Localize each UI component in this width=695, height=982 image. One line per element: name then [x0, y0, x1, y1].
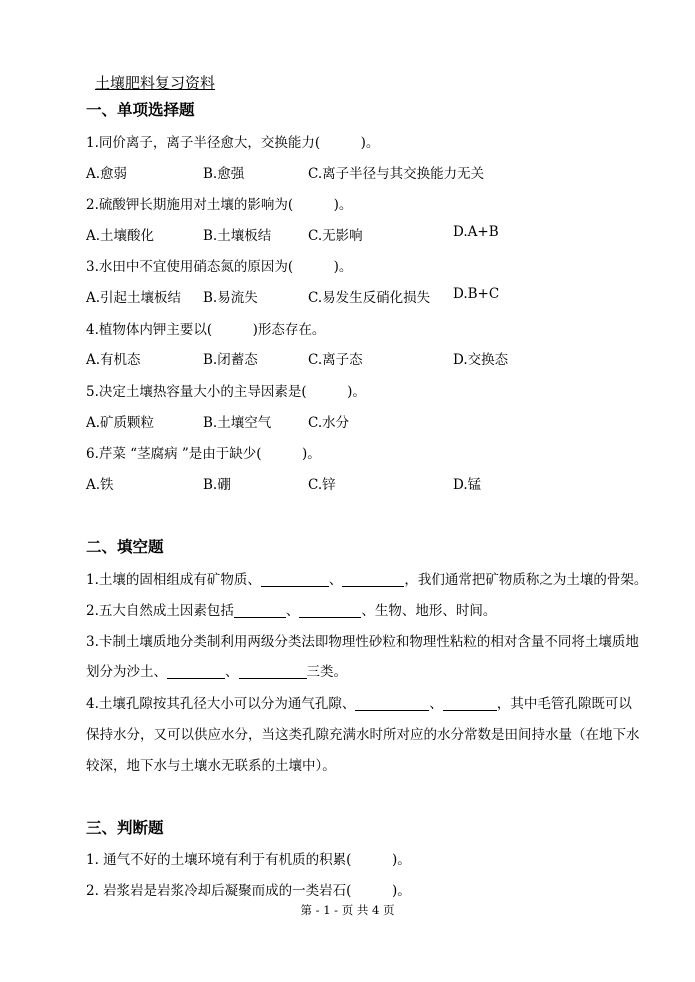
- fill-blank: [234, 603, 286, 618]
- fill-blank: [167, 664, 225, 679]
- question-6-option-d: D.锰: [453, 477, 482, 493]
- judge-question-1: 1. 通气不好的土壤环境有利于有机质的积累( )。: [86, 852, 411, 868]
- fill-question-4-text-b: ，其中毛管孔隙既可以: [496, 696, 632, 712]
- fill-blank: [299, 603, 361, 618]
- fill-question-1-text-a: 1.土壤的固相组成有矿物质、: [86, 572, 261, 588]
- question-4-stem: 4.植物体内钾主要以( )形态存在。: [86, 322, 326, 338]
- question-1-option-a: A.愈弱: [86, 166, 128, 182]
- document-title: 土壤肥料复习资料: [95, 74, 216, 92]
- question-3-stem: 3.水田中不宜使用硝态氮的原因为( )。: [86, 259, 353, 275]
- question-3-option-a: A.引起土壤板结: [86, 290, 182, 306]
- fill-question-1-text-b: ，我们通常把矿物质称之为土壤的骨架。: [404, 572, 648, 588]
- fill-question-2: [86, 599, 496, 619]
- question-3-option-d: D.B+C: [453, 286, 500, 302]
- question-4-option-d: D.交换态: [453, 352, 509, 368]
- fill-question-3-line-1: 3.卡制土壤质地分类制利用两级分类法即物理性砂粒和物理性粘粒的相对含量不同将土壤质地: [86, 634, 639, 650]
- fill-question-1-separator: 、: [328, 572, 343, 588]
- question-5-stem: 5.决定土壤热容量大小的主导因素是( )。: [86, 384, 366, 400]
- section-heading-true-false: 三、判断题: [86, 819, 164, 837]
- fill-blank: [355, 696, 429, 711]
- question-5-option-b: B.土壤空气: [203, 415, 272, 431]
- judge-question-2: 2. 岩浆岩是岩浆冷却后凝聚而成的一类岩石( )。: [86, 883, 411, 899]
- fill-question-3-text-a: 划分为沙土、: [86, 664, 167, 680]
- fill-question-4-line-1: [86, 692, 632, 712]
- question-4-option-c: C.离子态: [308, 352, 363, 368]
- question-5-option-a: A.矿质颗粒: [86, 415, 155, 431]
- fill-question-3-separator: 、: [225, 664, 239, 680]
- question-6-stem: 6.芹菜 “茎腐病 ”是由于缺少( )。: [86, 446, 321, 462]
- question-6-option-a: A.铁: [86, 477, 114, 493]
- fill-question-4-line-3: 较深，地下水与土壤水无联系的土壤中）。: [86, 758, 336, 774]
- fill-blank: [443, 696, 497, 711]
- fill-question-4-text-a: 4.土壤孔隙按其孔径大小可以分为通气孔隙、: [86, 696, 356, 712]
- question-2-option-d: D.A+B: [453, 224, 499, 240]
- question-4-option-b: B.闭蓄态: [203, 352, 258, 368]
- question-2-stem: 2.硫酸钾长期施用对土壤的影响为( )。: [86, 197, 353, 213]
- question-2-option-a: A.土壤酸化: [86, 228, 155, 244]
- question-2-option-b: B.土壤板结: [203, 228, 272, 244]
- section-heading-single-choice: 一、单项选择题: [86, 101, 195, 119]
- fill-question-3-text-b: 三类。: [306, 664, 347, 680]
- section-heading-fill-blank: 二、填空题: [86, 538, 164, 556]
- fill-question-2-text-b: 、生物、地形、时间。: [361, 603, 497, 619]
- fill-blank: [342, 572, 404, 587]
- question-2-option-c: C.无影响: [308, 228, 363, 244]
- question-5-option-c: C.水分: [308, 415, 350, 431]
- fill-blank: [239, 664, 307, 679]
- question-4-option-a: A.有机态: [86, 352, 141, 368]
- fill-question-1: [86, 568, 647, 588]
- fill-blank: [261, 572, 329, 587]
- fill-question-2-text-a: 2.五大自然成土因素包括: [86, 603, 234, 619]
- fill-question-3-line-2: [86, 660, 347, 680]
- fill-question-2-separator: 、: [285, 603, 300, 619]
- question-6-option-c: C.锌: [308, 477, 336, 493]
- page-footer: 第 - 1 - 页 共 4 页: [300, 903, 395, 917]
- fill-question-4-line-2: 保持水分，又可以供应水分，当这类孔隙充满水时所对应的水分常数是田间持水量（在地下水: [86, 727, 640, 743]
- question-3-option-b: B.易流失: [203, 290, 258, 306]
- question-1-option-b: B.愈强: [203, 166, 245, 182]
- question-1-option-c: C.离子半径与其交换能力无关: [308, 166, 485, 182]
- fill-question-4-separator: 、: [429, 696, 443, 712]
- question-6-option-b: B.硼: [203, 477, 231, 493]
- question-1-stem: 1.同价离子，离子半径愈大，交换能力( )。: [86, 135, 380, 151]
- question-3-option-c: C.易发生反硝化损失: [308, 290, 431, 306]
